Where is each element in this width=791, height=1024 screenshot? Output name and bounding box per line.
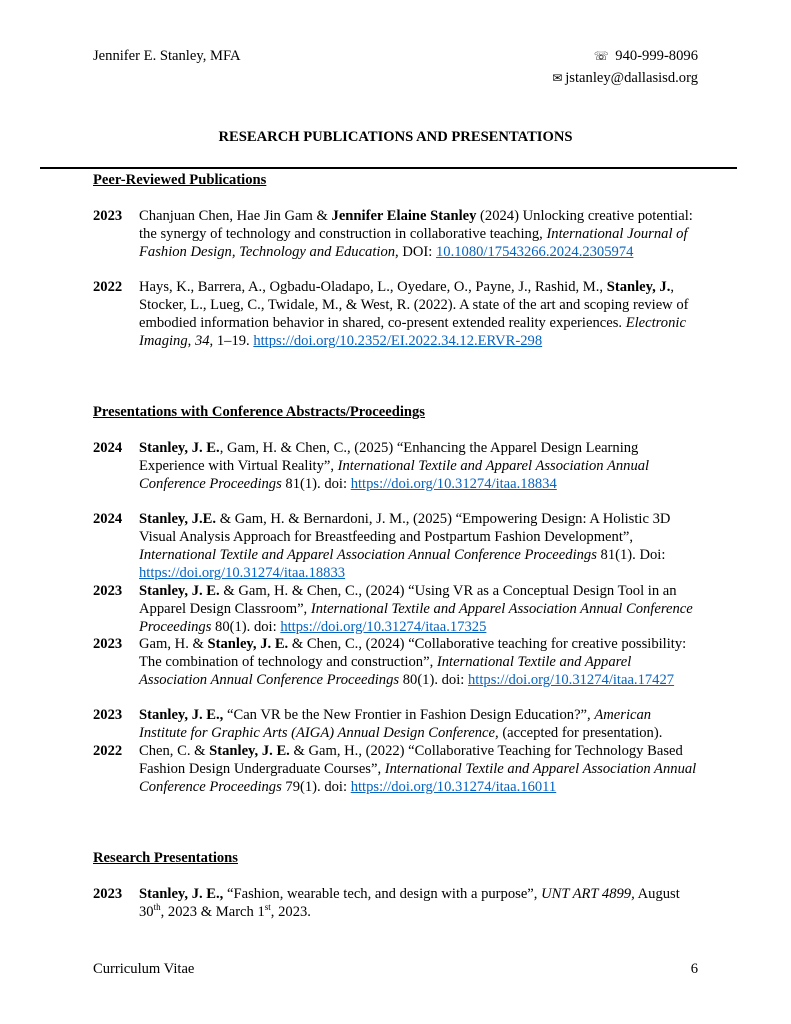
phone-number: 940-999-8096 [615,48,698,64]
entry-citation: Stanley, J.E. & Gam, H. & Bernardoni, J. M., (2025) “Empowering Design: A Holistic 3D Visual Analysis Approach for Breastfeeding and Postpartum Fashion Development”, International Textile and Apparel Association Annual Conference Proceedings 81(1). Doi: https://doi.org/10.31274/itaa.18833 [139,511,671,581]
page-title: RESEARCH PUBLICATIONS AND PRESENTATIONS [218,129,573,145]
entry-year: 2023 [93,886,123,902]
entry-citation: Gam, H. & Stanley, J. E. & Chen, C., (2024) “Collaborative teaching for creative possibility: The combination of technology and construction”, International Textile and Apparel Association Annual Conference Proceedings 80(1). doi: https://doi.org/10.31274/itaa.17427 [139,636,687,688]
author-name: Jennifer E. Stanley, MFA [93,48,241,64]
doi-link[interactable]: https://doi.org/10.31274/itaa.17427 [468,672,675,688]
entry-citation: Stanley, J. E., Gam, H. & Chen, C., (2025) “Enhancing the Apparel Design Learning Experience with Virtual Reality”, International Textile and Apparel Association Annual Conference Proceedings 81(1). doi: https://doi.org/10.31274/itaa.18834 [139,440,650,492]
entry-year: 2022 [93,279,123,295]
doi-link[interactable]: https://doi.org/10.31274/itaa.17325 [280,619,487,635]
envelope-icon: ✉ [552,71,563,85]
section-heading-research-presentations: Research Presentations [93,850,238,866]
entry-year: 2023 [93,208,123,224]
entry-year: 2023 [93,583,123,599]
doi-link[interactable]: https://doi.org/10.31274/itaa.18834 [350,476,557,492]
entry-citation: Stanley, J. E. & Gam, H. & Chen, C., (2024) “Using VR as a Conceptual Design Tool in an Apparel Design Classroom”, International Textile and Apparel Association Annual Conference Proceedings 80(1). doi: https://doi.org/10.31274/itaa.17325 [139,583,693,635]
entry-citation: Stanley, J. E., “Fashion, wearable tech, and design with a purpose”, UNT ART 4899, August 30th, 2023 & March 1st, 2023. [139,886,680,920]
entry-citation: Chanjuan Chen, Hae Jin Gam & Jennifer Elaine Stanley (2024) Unlocking creative potential: the synergy of technology and construction in collaborative teaching, International Journal of Fashion Design, Technology and Education, DOI: 10.1080/17543266.2024.2305974 [139,208,693,260]
footer-label: Curriculum Vitae [93,961,195,977]
entry-year: 2024 [93,511,123,527]
entry-citation: Chen, C. & Stanley, J. E. & Gam, H., (2022) “Collaborative Teaching for Technology Based Fashion Design Undergraduate Courses”, International Textile and Apparel Association Annual Conference Proceedings 79(1). doi: https://doi.org/10.31274/itaa.16011 [139,743,697,795]
section-heading-peer-reviewed: Peer-Reviewed Publications [93,172,267,188]
entry-citation: Hays, K., Barrera, A., Ogbadu-Oladapo, L., Oyedare, O., Payne, J., Rashid, M., Stanley, J., Stocker, L., Lueg, C., Twidale, M., & West, R. (2022). A state of the art and scoping review of embodied information behavior in shared, co-present extended reality experiences. Electronic Imaging, 34, 1–19. https://doi.org/10.2352/EI.2022.34.12.ERVR-298 [139,279,689,349]
phone-icon: ☏ [593,49,609,63]
email-address[interactable]: jstanley@dallasisd.org [565,70,698,86]
entry-year: 2023 [93,636,123,652]
title-divider [40,167,737,169]
section-heading-proceedings: Presentations with Conference Abstracts/Proceedings [93,404,425,420]
phone-line [594,47,698,65]
entry-year: 2022 [93,743,123,759]
doi-link[interactable]: https://doi.org/10.31274/itaa.18833 [139,565,346,581]
entry-citation: Stanley, J. E., “Can VR be the New Frontier in Fashion Design Education?”, American Institute for Graphic Arts (AIGA) Annual Design Conference, (accepted for presentation). [139,707,663,741]
doi-link[interactable]: 10.1080/17543266.2024.2305974 [436,244,634,260]
email-line [552,69,698,87]
doi-link[interactable]: https://doi.org/10.2352/EI.2022.34.12.ERVR-298 [253,333,543,349]
doi-link[interactable]: https://doi.org/10.31274/itaa.16011 [350,779,557,795]
entry-year: 2023 [93,707,123,723]
entry-year: 2024 [93,440,123,456]
page-number: 6 [690,961,698,977]
